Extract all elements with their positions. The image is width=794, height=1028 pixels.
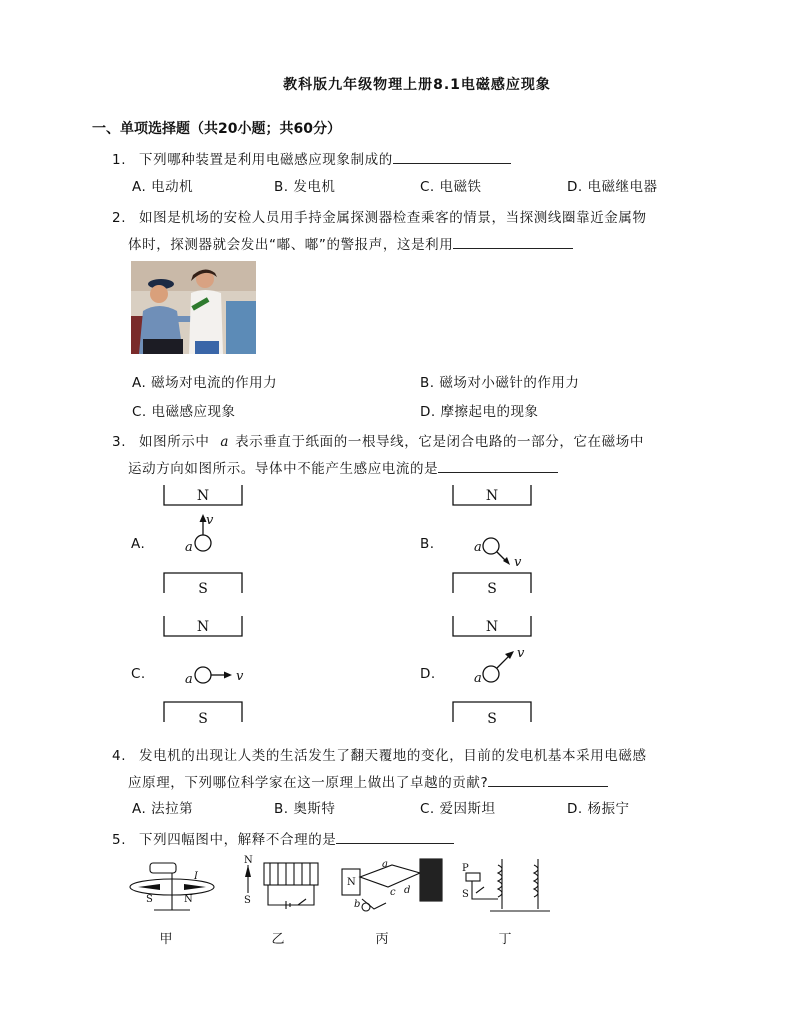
variable-a: a [220, 434, 230, 450]
wire-label-d: a [474, 671, 482, 686]
question-text-line2: 运动方向如图所示。导体中不能产生感应电流的是 [128, 461, 439, 477]
label-b: b [354, 899, 361, 910]
coil-loop [360, 865, 420, 887]
option-d[interactable]: D. 摩擦起电的现象 [420, 404, 539, 420]
switch [476, 887, 484, 893]
option-c[interactable]: C. 电磁感应现象 [132, 404, 236, 420]
pole-label-s: S [487, 711, 497, 727]
pole-n: N [184, 894, 193, 905]
label-p: P [462, 863, 469, 874]
question-text: 下列四幅图中，解释不合理的是 [139, 832, 337, 848]
pole-s: S [244, 895, 251, 906]
pole-label-s: S [198, 711, 208, 727]
question-text-line1a: 如图所示中 [139, 434, 210, 450]
answer-blank[interactable] [336, 829, 454, 844]
option-c-label[interactable]: C. [131, 666, 146, 682]
question-number: 1. [112, 152, 127, 168]
pole-label-n: N [485, 488, 499, 504]
pole-label-s: S [487, 581, 497, 597]
option-d[interactable]: D. 电磁继电器 [567, 179, 658, 195]
wire-a [195, 535, 211, 551]
option-b-label[interactable]: B. [420, 536, 435, 552]
option-a[interactable]: A. 电动机 [132, 179, 194, 195]
wire-label-c: a [185, 672, 193, 687]
figure-label-bing: 丙 [375, 932, 389, 947]
option-b[interactable]: B. 磁场对小磁针的作用力 [420, 375, 580, 391]
pole-label-n: N [196, 488, 210, 504]
option-c[interactable]: C. 爱因斯坦 [420, 801, 496, 817]
question-4 [112, 744, 647, 764]
pole-n: N [347, 877, 356, 888]
question-text-line2: 体时，探测器就会发出“嘟、嘟”的警报声，这是利用 [128, 237, 454, 253]
question-number: 2. [112, 210, 127, 226]
brush-wire [362, 899, 386, 909]
velocity-label-b: v [514, 555, 522, 570]
coil-right [534, 859, 538, 909]
commutator [362, 903, 370, 911]
circuit-wire [268, 885, 314, 905]
answer-blank[interactable] [488, 772, 608, 787]
wire-label-a: a [185, 540, 193, 555]
question-number: 3. [112, 434, 127, 450]
velocity-label-a: v [206, 513, 214, 528]
switch [298, 899, 306, 905]
label-c: c [390, 887, 396, 898]
section-heading: 一、单项选择题（共20小题；共60分） [92, 121, 341, 137]
question-number: 5. [112, 832, 127, 848]
question-text-line2: 应原理，下列哪位科学家在这一原理上做出了卓越的贡献? [128, 775, 489, 791]
label-a: a [382, 859, 388, 870]
velocity-label-c: v [236, 669, 244, 684]
wire-label-b: a [474, 540, 482, 555]
q5-figures [120, 855, 580, 950]
option-d[interactable]: D. 杨振宁 [567, 801, 630, 817]
wire-c [195, 667, 211, 683]
coil-left [498, 859, 502, 909]
question-text-line1: 发电机的出现让人类的生活发生了翻天覆地的变化，目前的发电机基本采用电磁感 [139, 748, 647, 764]
question-text: 下列哪种装置是利用电磁感应现象制成的 [139, 152, 393, 168]
pole-label-s: S [198, 581, 208, 597]
page-title: 教科版九年级物理上册8.1电磁感应现象 [283, 77, 551, 93]
option-c[interactable]: C. 电磁铁 [420, 179, 482, 195]
wire-d [483, 666, 499, 682]
velocity-label-d: v [517, 646, 525, 661]
option-b[interactable]: B. 奥斯特 [274, 801, 336, 817]
pole-label-n: N [196, 619, 210, 635]
battery [150, 863, 176, 873]
question-4-line2 [128, 771, 608, 791]
option-a-label[interactable]: A. [131, 536, 146, 552]
question-text-line1: 如图是机场的安检人员用手持金属探测器检查乘客的情景，当探测线圈靠近金属物 [139, 210, 647, 226]
option-b[interactable]: B. 发电机 [274, 179, 336, 195]
question-text-line1b: 表示垂直于纸面的一根导线，它是闭合电路的一部分，它在磁场中 [235, 434, 644, 450]
figure-label-jia: 甲 [159, 932, 173, 947]
current-label: I [194, 871, 198, 882]
pole-s: S [146, 894, 153, 905]
question-5 [112, 828, 454, 848]
option-d-label[interactable]: D. [420, 666, 436, 682]
label-s: S [462, 889, 469, 900]
pole-label-n: N [485, 619, 499, 635]
circuit-wire [472, 881, 498, 899]
figure-label-yi: 乙 [271, 932, 285, 947]
figure-label-ding: 丁 [498, 932, 512, 947]
solenoid-coils [270, 863, 310, 885]
pole-n: N [244, 855, 253, 866]
option-a[interactable]: A. 磁场对电流的作用力 [132, 375, 278, 391]
wire-b [483, 538, 499, 554]
option-a[interactable]: A. 法拉第 [132, 801, 194, 817]
label-d: d [404, 885, 411, 896]
p-terminal [466, 873, 480, 881]
question-number: 4. [112, 748, 127, 764]
